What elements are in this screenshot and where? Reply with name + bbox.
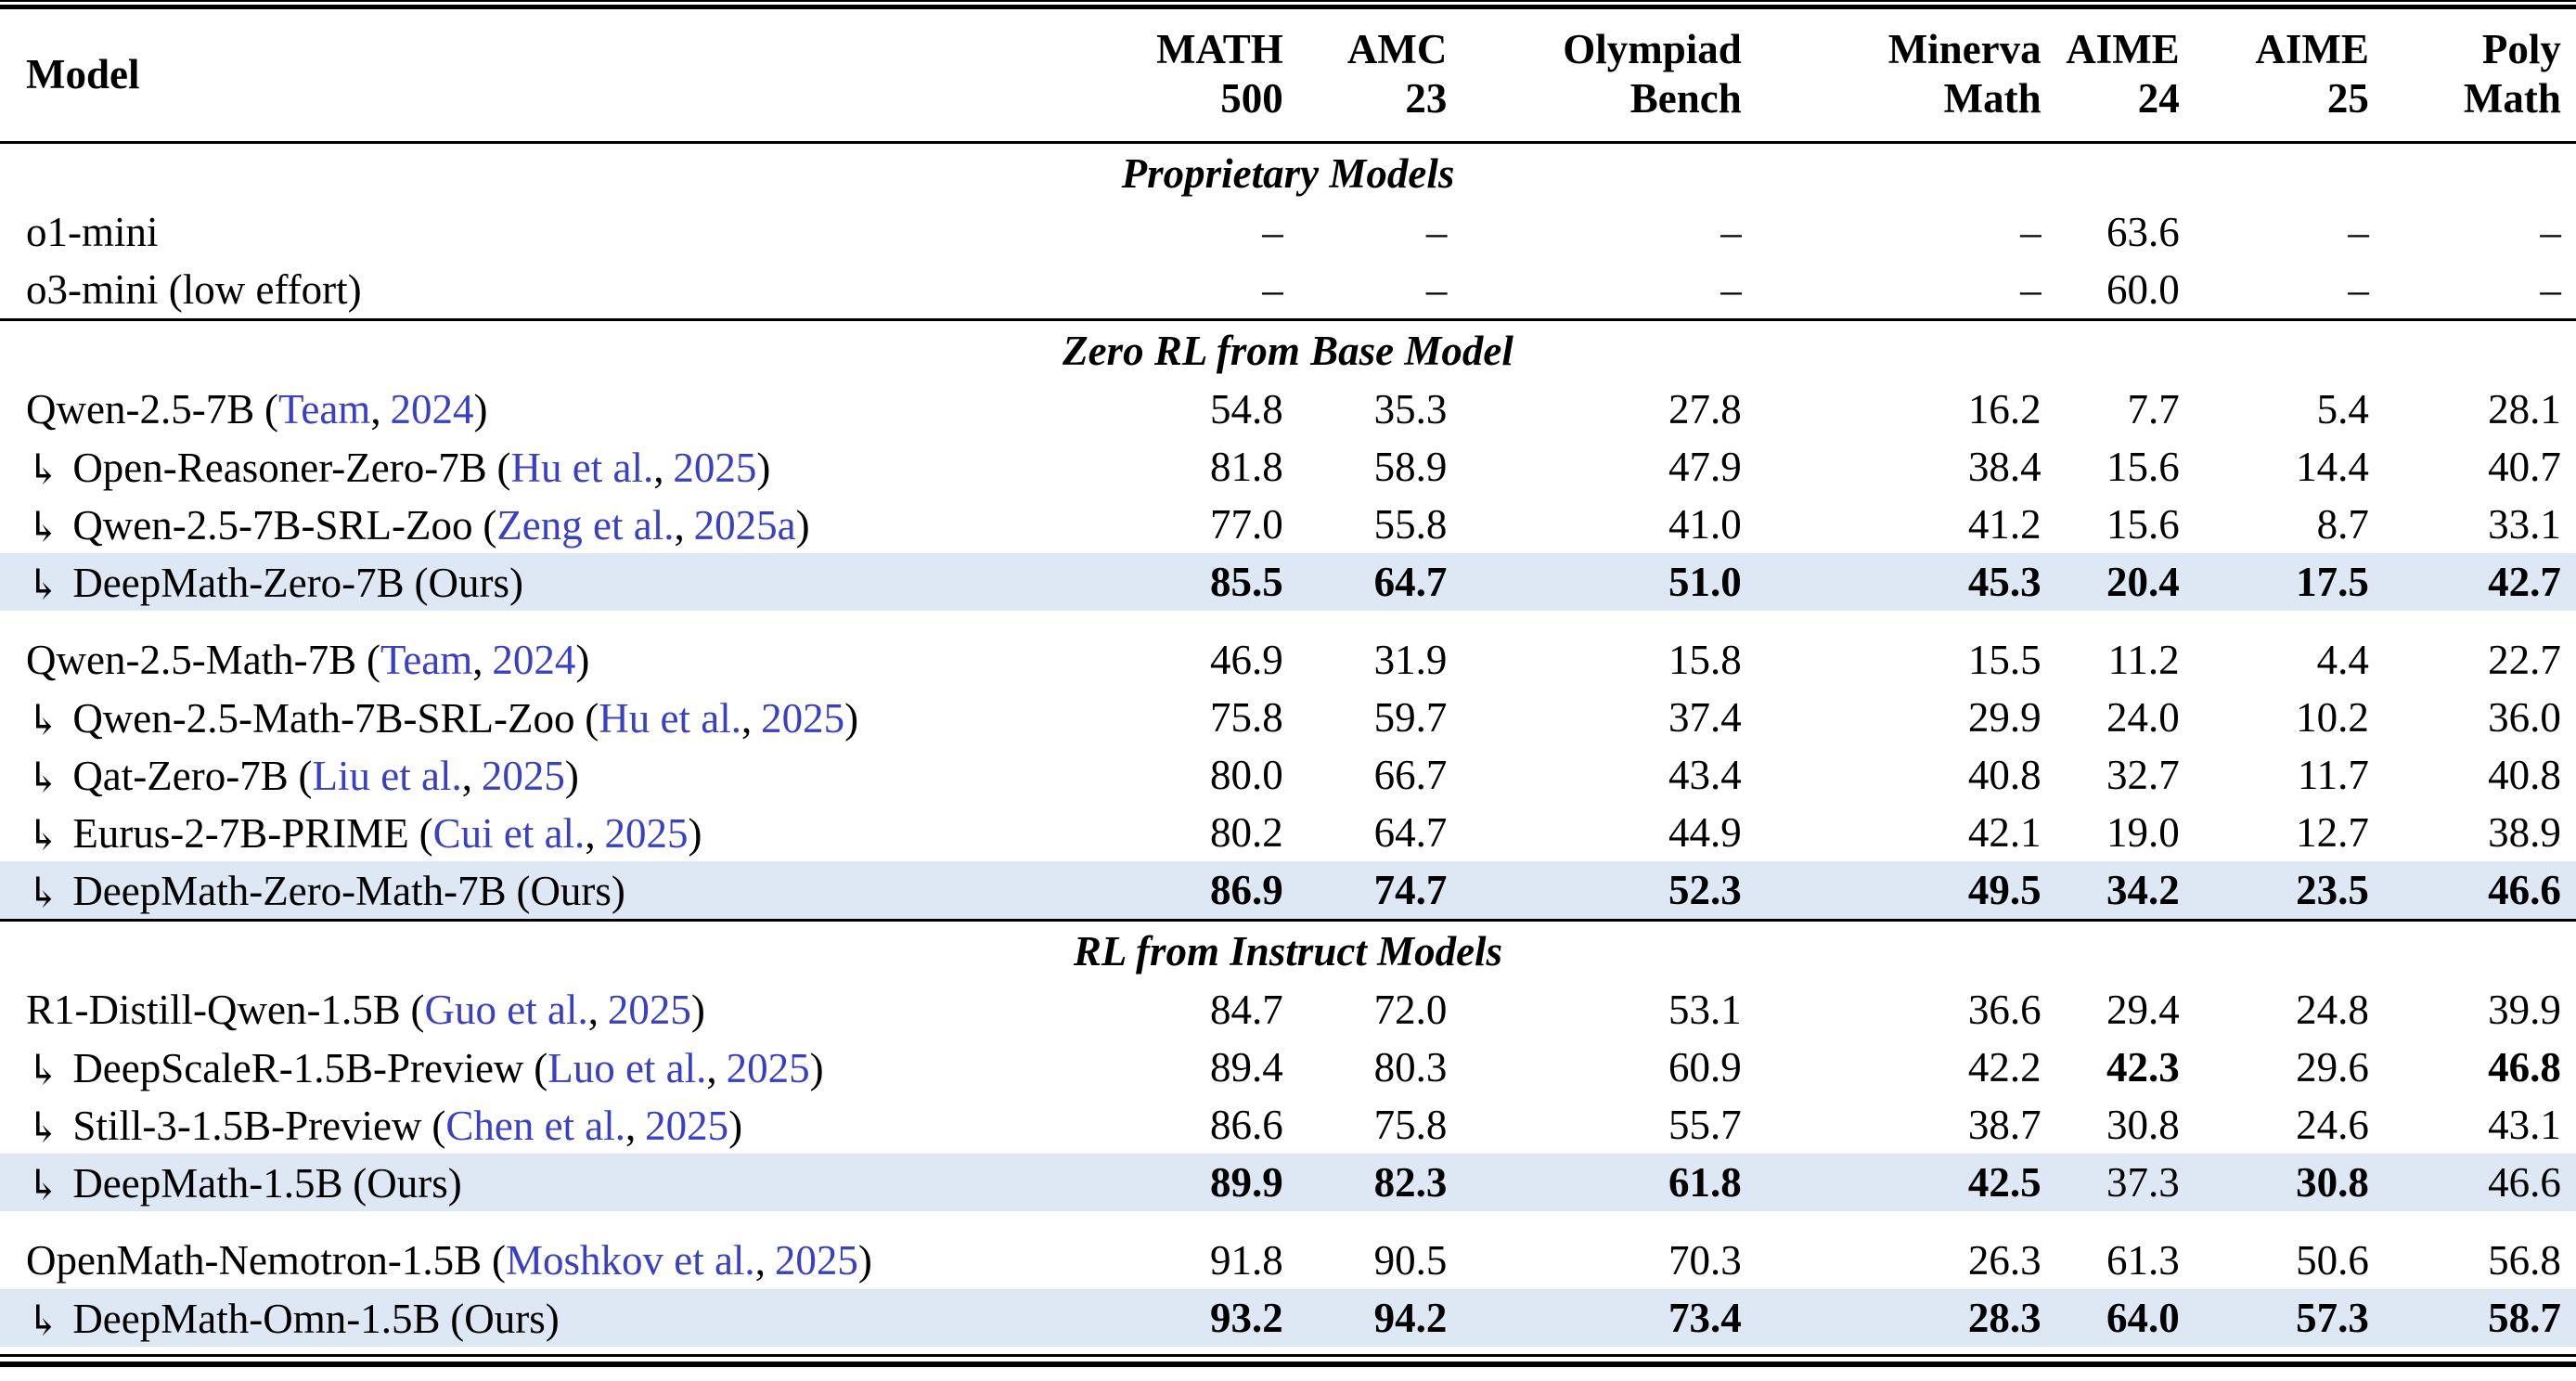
citation-comma: , (585, 809, 596, 857)
model-name-cell (0, 443, 1140, 492)
score-cell: 81.8 (1209, 444, 1283, 490)
score-cell: 72.0 (1373, 987, 1448, 1033)
score-cell: 28.3 (1967, 1295, 2041, 1341)
score-cell: 46.6 (2488, 1159, 2561, 1206)
score-cell: 11.7 (2297, 752, 2369, 798)
model-name-cell (0, 808, 1140, 858)
score-cell: 85.5 (1209, 559, 1283, 605)
score-cell: 44.9 (1668, 809, 1742, 856)
score-cell: 29.4 (2106, 987, 2180, 1033)
score-cell: 16.2 (1967, 386, 2041, 432)
citation-year-link[interactable]: 2025 (645, 1102, 729, 1149)
citation-authors-link[interactable]: Liu et al. (312, 752, 462, 799)
column-header-line2: 23 (1405, 75, 1448, 122)
model-name-cell (0, 1294, 1140, 1343)
column-header-line1: AMC (1346, 25, 1448, 72)
score-cell: 93.2 (1209, 1295, 1283, 1341)
column-header-minerva-math (1742, 25, 2041, 123)
citation-paren-close: ) (857, 1237, 872, 1284)
score-cell: 57.3 (2296, 1295, 2369, 1341)
score-cell: 29.6 (2296, 1044, 2369, 1091)
score-cell: 11.2 (2107, 637, 2180, 683)
score-cell: 15.5 (1967, 637, 2041, 683)
score-cell: 80.2 (1209, 809, 1283, 856)
score-cell: 39.9 (2488, 987, 2561, 1033)
score-cell: 80.0 (1209, 752, 1283, 798)
score-cell: 7.7 (2127, 386, 2180, 432)
citation-paren-open: ( (534, 1044, 548, 1091)
model-name: DeepMath-Zero-7B (72, 559, 405, 606)
score-cell: 38.9 (2488, 809, 2561, 856)
citation-year-link[interactable]: 2025a (693, 501, 796, 549)
score-cell: 60.9 (1668, 1044, 1742, 1091)
indent-arrow-icon: ↳ (26, 696, 61, 742)
score-cell: 8.7 (2316, 501, 2369, 548)
citation-comma: , (674, 501, 685, 549)
citation-authors-link[interactable]: Hu et al. (599, 694, 741, 742)
table-row (0, 1096, 2576, 1154)
model-name: Qat-Zero-7B (72, 752, 289, 799)
citation-comma: , (370, 386, 381, 432)
score-cell: 53.1 (1668, 987, 1742, 1033)
model-name-cell (0, 1236, 1140, 1284)
citation-paren-open: ( (366, 637, 380, 683)
citation-comma: , (653, 444, 664, 491)
score-cell: 86.9 (1209, 867, 1283, 913)
citation-comma: , (461, 752, 472, 799)
table-row (0, 804, 2576, 861)
table-row (0, 1232, 2576, 1289)
citation-comma: , (472, 637, 483, 683)
score-cell: 33.1 (2488, 501, 2561, 548)
score-cell: 14.4 (2296, 444, 2369, 490)
score-cell: 15.6 (2106, 501, 2180, 548)
score-cell: 32.7 (2106, 752, 2180, 798)
score-cell: 35.3 (1373, 386, 1448, 432)
citation-authors-link[interactable]: Team (278, 386, 371, 432)
score-cell: 94.2 (1373, 1295, 1448, 1341)
table-row (0, 553, 2576, 611)
score-cell: – (2540, 209, 2561, 255)
score-cell: 55.8 (1373, 501, 1448, 548)
group-gap (0, 611, 2576, 631)
score-cell: 24.0 (2106, 694, 2180, 741)
column-header-line2: Math (2463, 75, 2561, 122)
score-cell: – (2020, 209, 2041, 255)
column-header-line2: Bench (1629, 75, 1742, 122)
citation-paren-close: ) (795, 501, 810, 549)
citation-paren-open: ( (410, 987, 425, 1033)
model-name-cell (0, 636, 1140, 684)
score-cell: 64.7 (1373, 559, 1448, 605)
score-cell: – (1262, 266, 1283, 313)
model-name: DeepMath-Omn-1.5B (72, 1295, 441, 1342)
citation-paren-close: ) (756, 444, 771, 491)
score-cell: 56.8 (2488, 1237, 2561, 1284)
model-name: DeepMath-Zero-Math-7B (72, 867, 507, 914)
model-name: Qwen-2.5-Math-7B (26, 637, 357, 683)
model-name: DeepMath-1.5B (72, 1159, 343, 1207)
citation-year-link[interactable]: 2025 (604, 809, 689, 857)
column-header-line2: 500 (1220, 75, 1283, 122)
score-cell: 12.7 (2296, 809, 2369, 856)
model-name: o3-mini (low effort) (26, 266, 362, 313)
section-title: RL from Instruct Models (1073, 928, 1503, 974)
citation-year-link[interactable]: 2024 (492, 637, 576, 683)
score-cell: 45.3 (1967, 559, 2041, 605)
score-cell: 82.3 (1373, 1159, 1448, 1206)
table-row (0, 746, 2576, 804)
score-cell: 42.5 (1967, 1159, 2041, 1206)
indent-arrow-icon: ↳ (26, 1104, 61, 1150)
score-cell: 40.7 (2488, 444, 2561, 490)
score-cell: 46.8 (2488, 1044, 2561, 1091)
score-cell: 74.7 (1373, 867, 1448, 913)
model-name-cell (0, 986, 1140, 1034)
table-row (0, 861, 2576, 919)
table-header-row (0, 9, 2576, 141)
score-cell: 58.9 (1373, 444, 1448, 490)
model-name: o1-mini (26, 209, 159, 255)
model-name: Eurus-2-7B-PRIME (72, 809, 409, 857)
score-cell: 23.5 (2296, 867, 2369, 913)
score-cell: 54.8 (1209, 386, 1283, 432)
indent-arrow-icon: ↳ (26, 1161, 61, 1207)
indent-arrow-icon: ↳ (26, 754, 61, 800)
score-cell: 91.8 (1209, 1237, 1283, 1284)
indent-arrow-icon: ↳ (26, 1046, 61, 1092)
model-name: Still-3-1.5B-Preview (72, 1102, 422, 1149)
citation-paren-close: ) (844, 694, 859, 742)
score-cell: 75.8 (1373, 1102, 1448, 1148)
table-body (0, 144, 2576, 1347)
table-row (0, 1039, 2576, 1096)
column-header-olympiad-bench (1447, 25, 1741, 123)
model-name: R1-Distill-Qwen-1.5B (26, 987, 401, 1033)
citation-paren-close: ) (688, 809, 702, 857)
citation-year-link[interactable]: 2025 (673, 444, 757, 491)
score-cell: 43.4 (1668, 752, 1742, 798)
column-header-line1: Poly (2481, 25, 2561, 72)
table-row (0, 631, 2576, 689)
section-title: Proprietary Models (1121, 150, 1455, 197)
score-cell: 42.7 (2488, 559, 2561, 605)
score-cell: 42.1 (1967, 809, 2041, 856)
score-cell: 59.7 (1373, 694, 1448, 741)
model-name-cell (0, 1158, 1140, 1207)
score-cell: 89.9 (1209, 1159, 1283, 1206)
score-cell: – (1720, 209, 1742, 255)
score-cell: 43.1 (2488, 1102, 2561, 1148)
score-cell: 17.5 (2296, 559, 2369, 605)
score-cell: 36.0 (2488, 694, 2561, 741)
citation-authors-link[interactable]: Moshkov et al. (505, 1237, 755, 1284)
score-cell: 15.8 (1668, 637, 1742, 683)
citation-year-link[interactable]: 2025 (774, 1237, 858, 1284)
citation-authors-link[interactable]: Zeng et al. (496, 501, 675, 549)
citation-paren-close: ) (690, 987, 705, 1033)
score-cell: 73.4 (1668, 1295, 1742, 1341)
citation-paren-close: ) (575, 637, 590, 683)
score-cell: – (1262, 209, 1283, 255)
group-gap (0, 1211, 2576, 1232)
score-cell: 84.7 (1209, 987, 1283, 1033)
citation-paren-open: ( (585, 694, 599, 742)
score-cell: 41.2 (1967, 501, 2041, 548)
score-cell: 64.7 (1373, 809, 1448, 856)
score-cell: – (2348, 209, 2369, 255)
score-cell: 51.0 (1668, 559, 1742, 605)
citation-authors-link[interactable]: Chen et al. (445, 1102, 626, 1149)
score-cell: 19.0 (2106, 809, 2180, 856)
score-cell: 30.8 (2296, 1159, 2369, 1206)
score-cell: 61.3 (2106, 1237, 2180, 1284)
score-cell: 22.7 (2488, 637, 2561, 683)
column-header-aime25 (2180, 25, 2369, 123)
column-header-line1: Olympiad (1563, 25, 1742, 72)
score-cell: 24.8 (2296, 987, 2369, 1033)
score-cell: – (2540, 266, 2561, 313)
score-cell: – (1720, 266, 1742, 313)
score-cell: 29.9 (1967, 694, 2041, 741)
score-cell: 46.6 (2488, 867, 2561, 913)
score-cell: 47.9 (1668, 444, 1742, 490)
score-cell: 70.3 (1668, 1237, 1742, 1284)
table-row (0, 1289, 2576, 1347)
citation-comma: , (587, 987, 599, 1033)
section-title: Zero RL from Base Model (1063, 328, 1513, 374)
indent-arrow-icon: ↳ (26, 869, 61, 915)
citation-paren-open: ( (298, 752, 313, 799)
score-cell: 4.4 (2316, 637, 2369, 683)
score-cell: 10.2 (2296, 694, 2369, 741)
score-cell: 52.3 (1668, 867, 1742, 913)
model-name-cell (0, 385, 1140, 433)
score-cell: 60.0 (2106, 266, 2180, 313)
indent-arrow-icon: ↳ (26, 503, 61, 549)
bottom-rule-thick (0, 1362, 2576, 1367)
score-cell: 80.3 (1373, 1044, 1448, 1091)
model-name-cell (0, 1043, 1140, 1092)
model-name-cell (0, 866, 1140, 915)
score-cell: 24.6 (2296, 1102, 2369, 1148)
indent-arrow-icon: ↳ (26, 561, 61, 607)
score-cell: – (1425, 209, 1448, 255)
score-cell: 34.2 (2106, 867, 2180, 913)
score-cell: 50.6 (2296, 1237, 2369, 1284)
citation-paren-close: ) (473, 386, 488, 432)
score-cell: 26.3 (1967, 1237, 2041, 1284)
score-cell: 46.9 (1209, 637, 1283, 683)
score-cell: 40.8 (2488, 752, 2561, 798)
score-cell: 41.0 (1668, 501, 1742, 548)
model-name-cell (0, 693, 1140, 742)
score-cell: 86.6 (1209, 1102, 1283, 1148)
score-cell: 42.3 (2106, 1044, 2180, 1091)
citation-paren-open: ( (431, 1102, 446, 1149)
score-cell: – (2348, 266, 2369, 313)
table-row (0, 981, 2576, 1039)
score-cell: 27.8 (1668, 386, 1742, 432)
table-row (0, 381, 2576, 438)
score-cell: 37.3 (2106, 1159, 2180, 1206)
table-row (0, 261, 2576, 318)
citation-authors-link[interactable]: Team (380, 637, 473, 683)
column-header-line2: 24 (2137, 75, 2180, 122)
score-cell: 31.9 (1373, 637, 1448, 683)
column-header-aime24 (2041, 25, 2180, 123)
column-header-model: Model (26, 51, 140, 97)
score-cell: 37.4 (1668, 694, 1742, 741)
score-cell: – (1425, 266, 1448, 313)
model-name: Qwen-2.5-Math-7B-SRL-Zoo (72, 694, 575, 742)
column-header-poly-math (2369, 25, 2561, 123)
column-header-amc23 (1283, 25, 1448, 123)
score-cell: 20.4 (2106, 559, 2180, 605)
model-name: OpenMath-Nemotron-1.5B (26, 1237, 483, 1284)
citation-authors-link[interactable]: Luo et al. (547, 1044, 707, 1091)
citation-paren-open: ( (264, 386, 279, 432)
column-header-line2: 25 (2326, 75, 2369, 122)
score-cell: 38.4 (1967, 444, 2041, 490)
citation-paren-open: ( (483, 501, 497, 549)
score-cell: 36.6 (1967, 987, 2041, 1033)
score-cell: 28.1 (2488, 386, 2561, 432)
table-row (0, 689, 2576, 746)
model-name: DeepScaleR-1.5B-Preview (72, 1044, 524, 1091)
ours-label: (Ours) (353, 1159, 462, 1207)
score-cell: – (2020, 266, 2041, 313)
citation-paren-open: ( (496, 444, 511, 491)
model-name-cell (0, 208, 1140, 256)
score-cell: 49.5 (1967, 867, 2041, 913)
score-cell: 30.8 (2106, 1102, 2180, 1148)
score-cell: 58.7 (2488, 1295, 2561, 1341)
score-cell: 66.7 (1373, 752, 1448, 798)
citation-paren-close: ) (564, 752, 579, 799)
citation-year-link[interactable]: 2025 (481, 752, 565, 799)
citation-paren-open: ( (491, 1237, 506, 1284)
column-header-line2: Math (1943, 75, 2041, 122)
citation-year-link[interactable]: 2025 (726, 1044, 810, 1091)
model-name-cell (0, 558, 1140, 607)
score-cell: 64.0 (2106, 1295, 2180, 1341)
citation-comma: , (625, 1102, 637, 1149)
table-row (0, 203, 2576, 261)
score-cell: 90.5 (1373, 1237, 1448, 1284)
score-cell: 63.6 (2106, 209, 2180, 255)
ours-label: (Ours) (516, 867, 625, 914)
score-cell: 15.6 (2106, 444, 2180, 490)
score-cell: 89.4 (1209, 1044, 1283, 1091)
citation-comma: , (754, 1237, 766, 1284)
score-cell: 42.2 (1967, 1044, 2041, 1091)
ours-label: (Ours) (414, 559, 523, 606)
table-row (0, 1154, 2576, 1211)
table-row (0, 496, 2576, 553)
indent-arrow-icon: ↳ (26, 811, 61, 858)
ours-label: (Ours) (450, 1295, 560, 1342)
citation-authors-link[interactable]: Guo et al. (424, 987, 588, 1033)
indent-arrow-icon: ↳ (26, 445, 61, 492)
score-cell: 75.8 (1209, 694, 1283, 741)
table-row (0, 438, 2576, 496)
column-header-line1: Minerva (1887, 25, 2041, 72)
score-cell: 38.7 (1967, 1102, 2041, 1148)
citation-year-link[interactable]: 2025 (761, 694, 845, 742)
score-cell: 77.0 (1209, 501, 1283, 548)
citation-year-link[interactable]: 2025 (607, 987, 691, 1033)
citation-authors-link[interactable]: Hu et al. (510, 444, 654, 491)
model-name: Qwen-2.5-7B (26, 386, 255, 432)
score-cell: 55.7 (1668, 1102, 1742, 1148)
citation-comma: , (706, 1044, 717, 1091)
score-cell: 5.4 (2316, 386, 2369, 432)
citation-paren-open: ( (419, 809, 433, 857)
citation-paren-close: ) (809, 1044, 824, 1091)
score-cell: 61.8 (1668, 1159, 1742, 1206)
citation-authors-link[interactable]: Cui et al. (432, 809, 586, 857)
citation-year-link[interactable]: 2024 (390, 386, 474, 432)
model-name: Qwen-2.5-7B-SRL-Zoo (72, 501, 473, 549)
citation-paren-close: ) (728, 1102, 743, 1149)
column-header-line1: AIME (2255, 25, 2369, 72)
score-cell: 40.8 (1967, 752, 2041, 798)
column-header-math500 (1140, 25, 1283, 123)
model-name-cell (0, 1101, 1140, 1150)
column-header-line1: MATH (1156, 25, 1283, 72)
model-name: Open-Reasoner-Zero-7B (72, 444, 487, 491)
model-name-cell (0, 265, 1140, 314)
column-header-line1: AIME (2066, 25, 2180, 72)
model-name-cell (0, 500, 1140, 549)
indent-arrow-icon: ↳ (26, 1297, 61, 1343)
citation-comma: , (741, 694, 753, 742)
model-name-cell (0, 751, 1140, 800)
